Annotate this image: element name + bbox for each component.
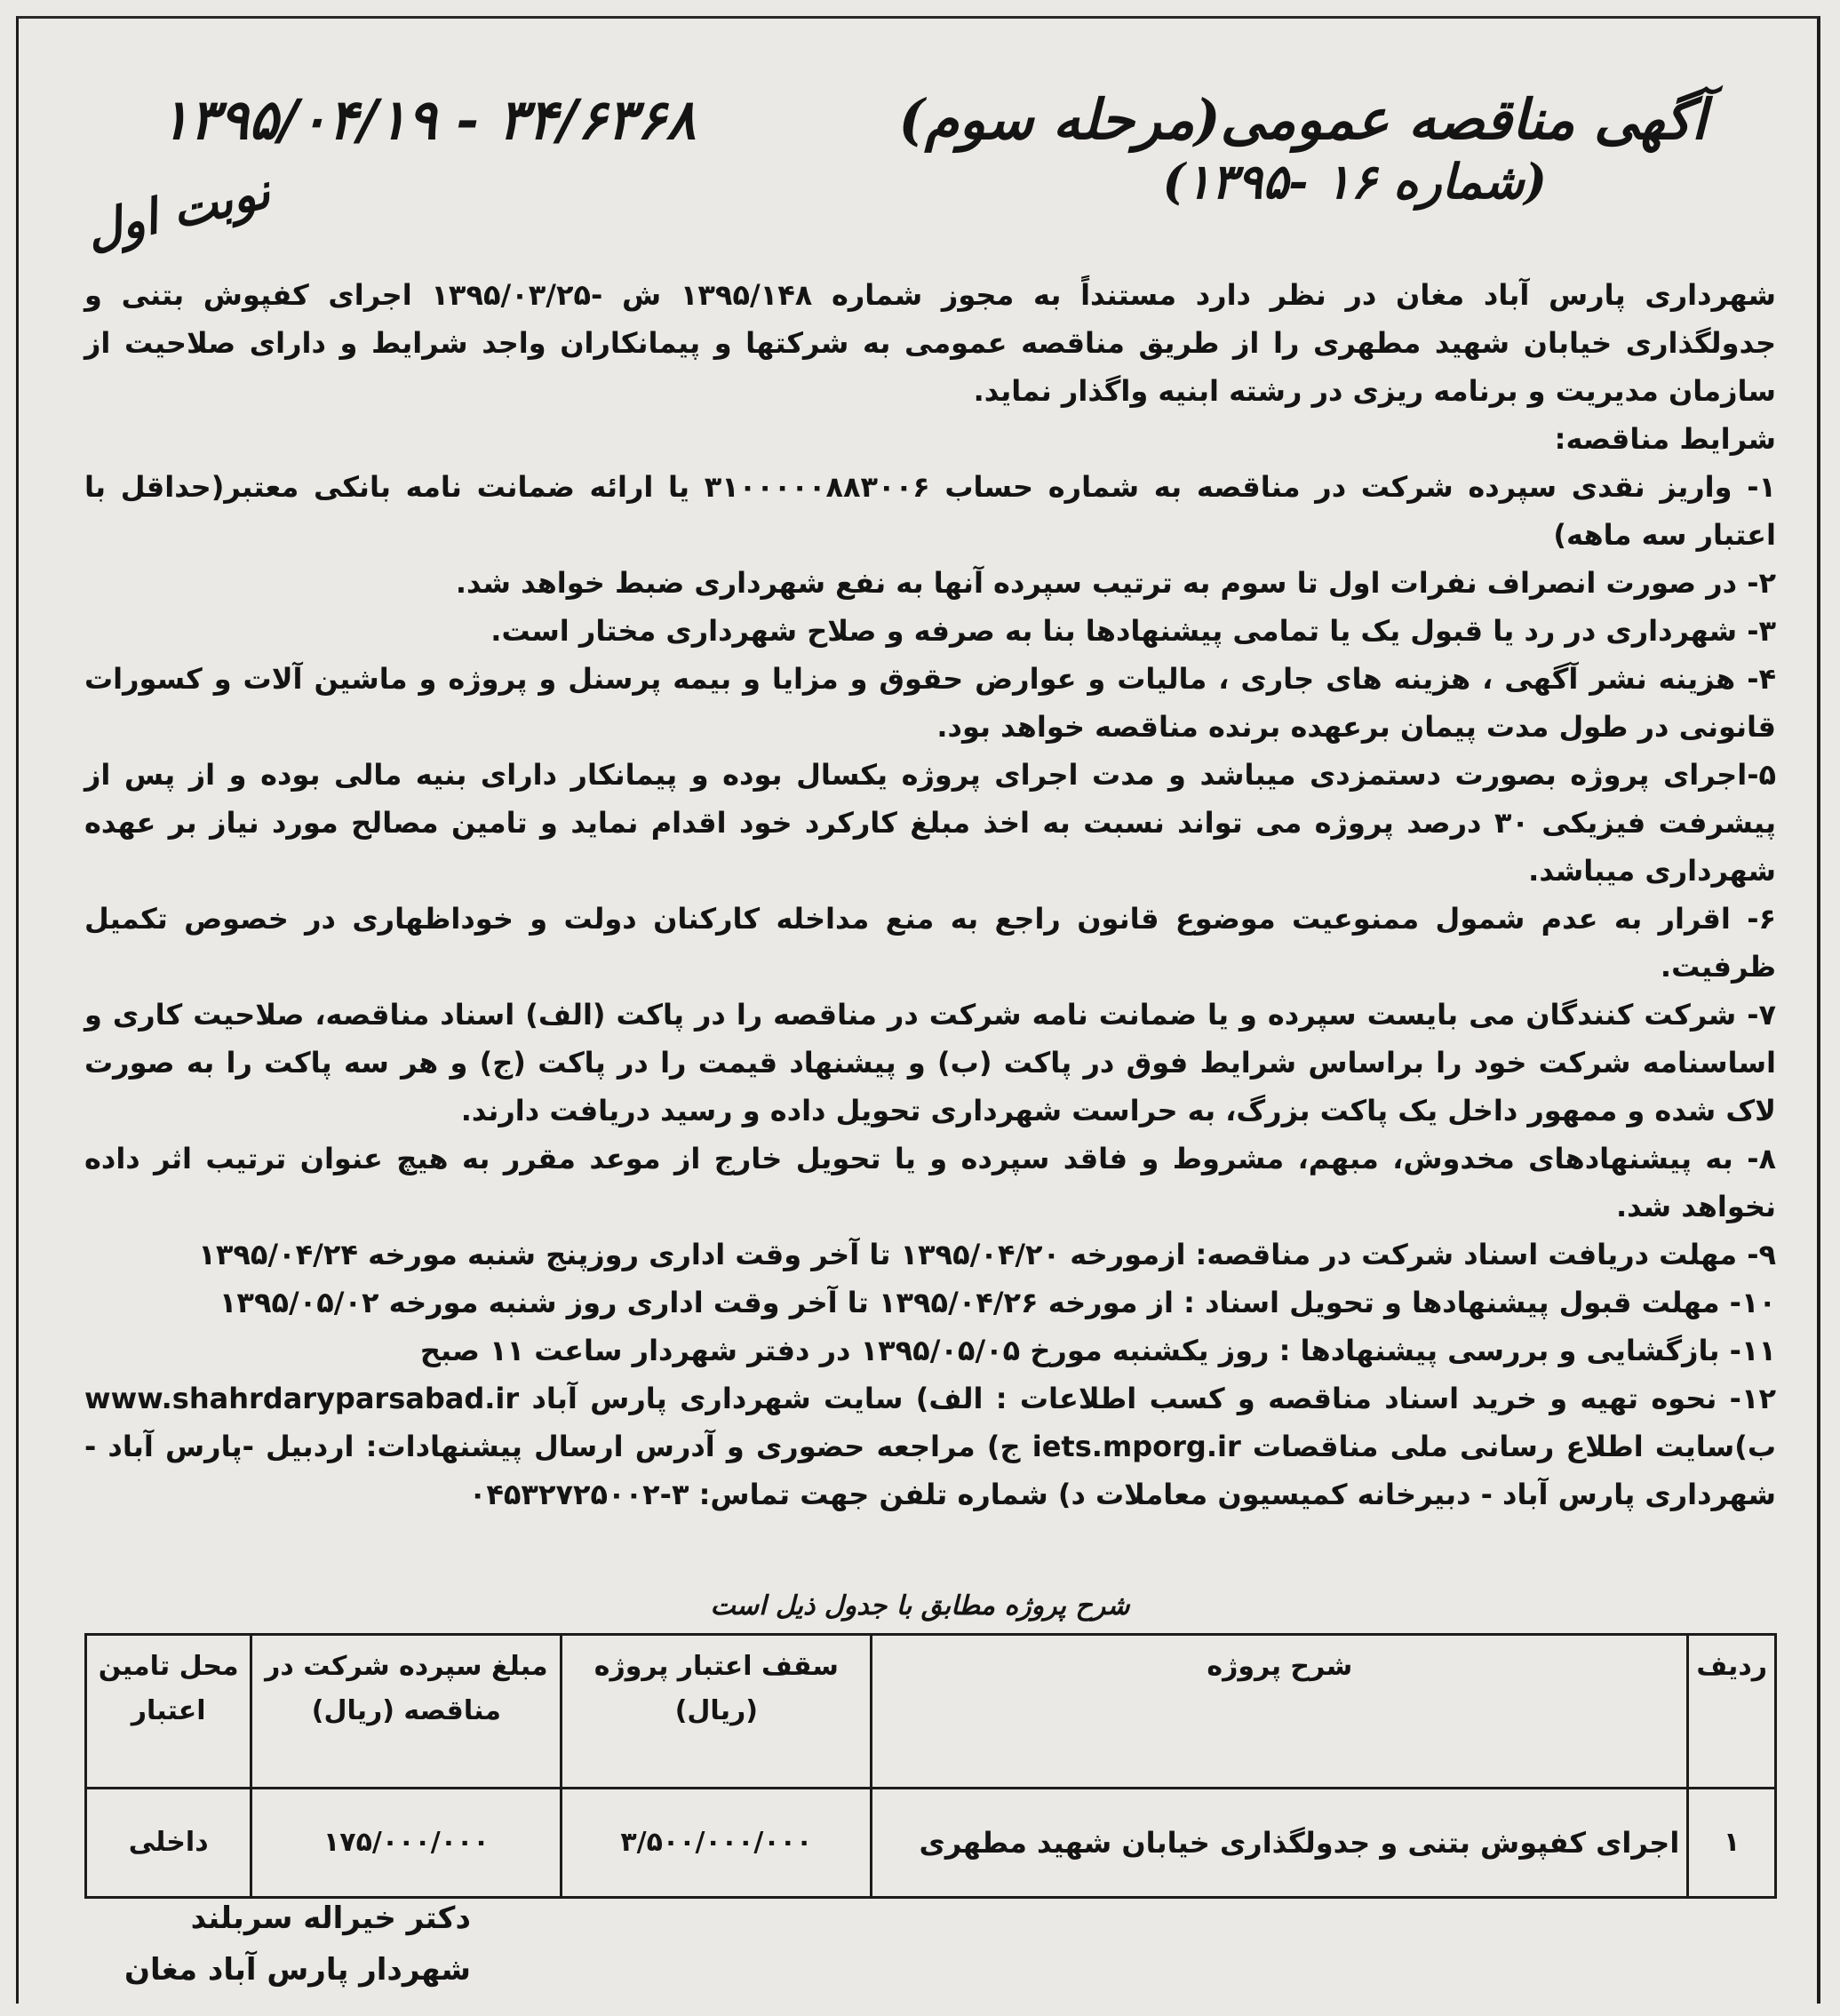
project-table: [84, 1633, 1777, 1899]
header-funding-source: محل تامین اعتبار: [86, 1635, 251, 1789]
condition-4: ۴- هزینه نشر آگهی ، هزینه های جاری ، مالیات و عوارض حقوق و مزایا و بیمه پرسنل و پروژه و ماشین آلات و کسورات قانونی در طول مدت پیمان برعهده برنده مناقصه خواهد بود.: [84, 662, 1776, 744]
cell-description: اجرای کفپوش بتنی و جدولگذاری خیابان شهید مطهری: [872, 1789, 1688, 1898]
condition-1: ۱- واریز نقدی سپرده شرکت در مناقصه به شماره حساب ۳۱۰۰۰۰۰۸۸۳۰۰۶ یا ارائه ضمانت نامه بانکی معتبر(حداقل با اعتبار سه ماهه): [84, 470, 1777, 552]
signatory-name: دکتر خیراله سربلند: [190, 1900, 471, 1936]
condition-7: ۷- شرکت کنندگان می بایست سپرده و یا ضمانت نامه شرکت در مناقصه را در پاکت (الف) اسناد مناقصه، صلاحیت کاری و اساسنامه شرکت خود را براساس شرایط فوق در پاکت (ب) و پیشنهاد قیمت را در پاکت (ج) و هر سه پاکت را به صورت لاک شده و ممهور داخل یک پاکت بزرگ، به حراست شهرداری تحویل داده و رسید دریافت دارند.: [84, 998, 1776, 1128]
condition-5: ۵-اجرای پروژه بصورت دستمزدی میباشد و مدت اجرای پروژه یکسال بوده و پیمانکار دارای بنیه مالی بوده و از پس از پیشرفت فیزیکی ۳۰ درصد پروژه می تواند نسبت به اخذ مبلغ کارکرد خود اقدام نماید و تامین مصالح مورد نیاز بر عهده شهرداری میباشد.: [84, 758, 1777, 888]
header-deposit: مبلغ سپرده شرکت در مناقصه (ریال): [251, 1635, 562, 1789]
condition-12: ۱۲- نحوه تهیه و خرید اسناد مناقصه و کسب اطلاعات : الف) سایت شهرداری پارس آباد www.shahrdaryparsabad.ir ب)سایت اطلاع رسانی ملی مناقصات iets.mporg.ir ج) مراجعه حضوری و آدرس ارسال پیشنهادات: اردبیل -پارس آباد - شهرداری پارس آباد - دبیرخانه کمیسیون معاملات د) شماره تلفن جهت تماس: ۳-۰۴۵۳۲۷۲۵۰۰۲: [84, 1382, 1777, 1511]
cell-row-number: ۱: [1688, 1789, 1776, 1898]
ad-title: آگهی مناقصه عمومی(مرحله سوم): [898, 87, 1707, 152]
condition-3: ۳- شهرداری در رد یا قبول یک یا تمامی پیشنهادها بنا به صرفه و صلاح شهرداری مختار است.: [490, 614, 1776, 648]
ad-headline: [133, 84, 1707, 155]
ad-number-date: ۱۳۹۵/۰۴/۱۹ - ۳۴/۶۳۶۸: [160, 87, 697, 152]
ad-body: [84, 271, 1776, 1518]
table-row: [86, 1789, 1776, 1898]
condition-11: ۱۱- بازگشایی و بررسی پیشنهادها : روز یکشنبه مورخ ۱۳۹۵/۰۵/۰۵ در دفتر شهردار ساعت ۱۱ صبح: [419, 1334, 1776, 1367]
condition-9: ۹- مهلت دریافت اسناد شرکت در مناقصه: ازمورخه ۱۳۹۵/۰۴/۲۰ تا آخر وقت اداری روزپنج شنبه مورخه ۱۳۹۵/۰۴/۲۴: [198, 1238, 1776, 1271]
intro-paragraph: شهرداری پارس آباد مغان در نظر دارد مستنداً به مجوز شماره ۱۳۹۵/۱۴۸ ش -۱۳۹۵/۰۳/۲۵ اجرای کفپوش بتنی و جدولگذاری خیابان شهید مطهری را از طریق مناقصه عمومی به شرکتها و پیمانکاران واجد شرایط و دارای صلاحیت از سازمان مدیریت و برنامه ریزی در رشته ابنیه واگذار نماید.: [84, 278, 1777, 408]
cell-deposit: ۱۷۵/۰۰۰/۰۰۰: [251, 1789, 562, 1898]
header-row-number: ردیف: [1688, 1635, 1776, 1789]
header-description: شرح پروژه: [872, 1635, 1688, 1789]
cell-funding-source: داخلی: [86, 1789, 251, 1898]
signature-block: [124, 1892, 471, 1996]
condition-6: ۶- اقرار به عدم شمول ممنوعیت موضوع قانون راجع به منع مداخله کارکنان دولت و خوداظهاری در خصوص تکمیل ظرفیت.: [84, 902, 1776, 984]
table-caption: شرح پروژه مطابق با جدول ذیل است: [710, 1590, 1130, 1622]
table-header-row: [86, 1635, 1776, 1789]
condition-10: ۱۰- مهلت قبول پیشنهادها و تحویل اسناد : از مورخه ۱۳۹۵/۰۴/۲۶ تا آخر وقت اداری روز شنبه مورخه ۱۳۹۵/۰۵/۰۲: [219, 1286, 1776, 1319]
signatory-role: شهردار پارس آباد مغان: [124, 1952, 471, 1988]
cell-budget: ۳/۵۰۰/۰۰۰/۰۰۰: [562, 1789, 872, 1898]
condition-2: ۲- در صورت انصراف نفرات اول تا سوم به ترتیب سپرده آنها به نفع شهرداری ضبط خواهد شد.: [455, 566, 1776, 600]
header-budget: سقف اعتبار پروژه (ریال): [562, 1635, 872, 1789]
condition-8: ۸- به پیشنهادهای مخدوش، مبهم، مشروط و فاقد سپرده و یا تحویل خارج از موعد مقرر به هیچ عنوان ترتیب اثر داده نخواهد شد.: [84, 1142, 1776, 1223]
handwritten-stamp: نوبت اول: [80, 162, 275, 259]
ad-subtitle: (شماره ۱۶ -۱۳۹۵): [1162, 153, 1547, 210]
conditions-title: شرایط مناقصه:: [1554, 422, 1776, 456]
